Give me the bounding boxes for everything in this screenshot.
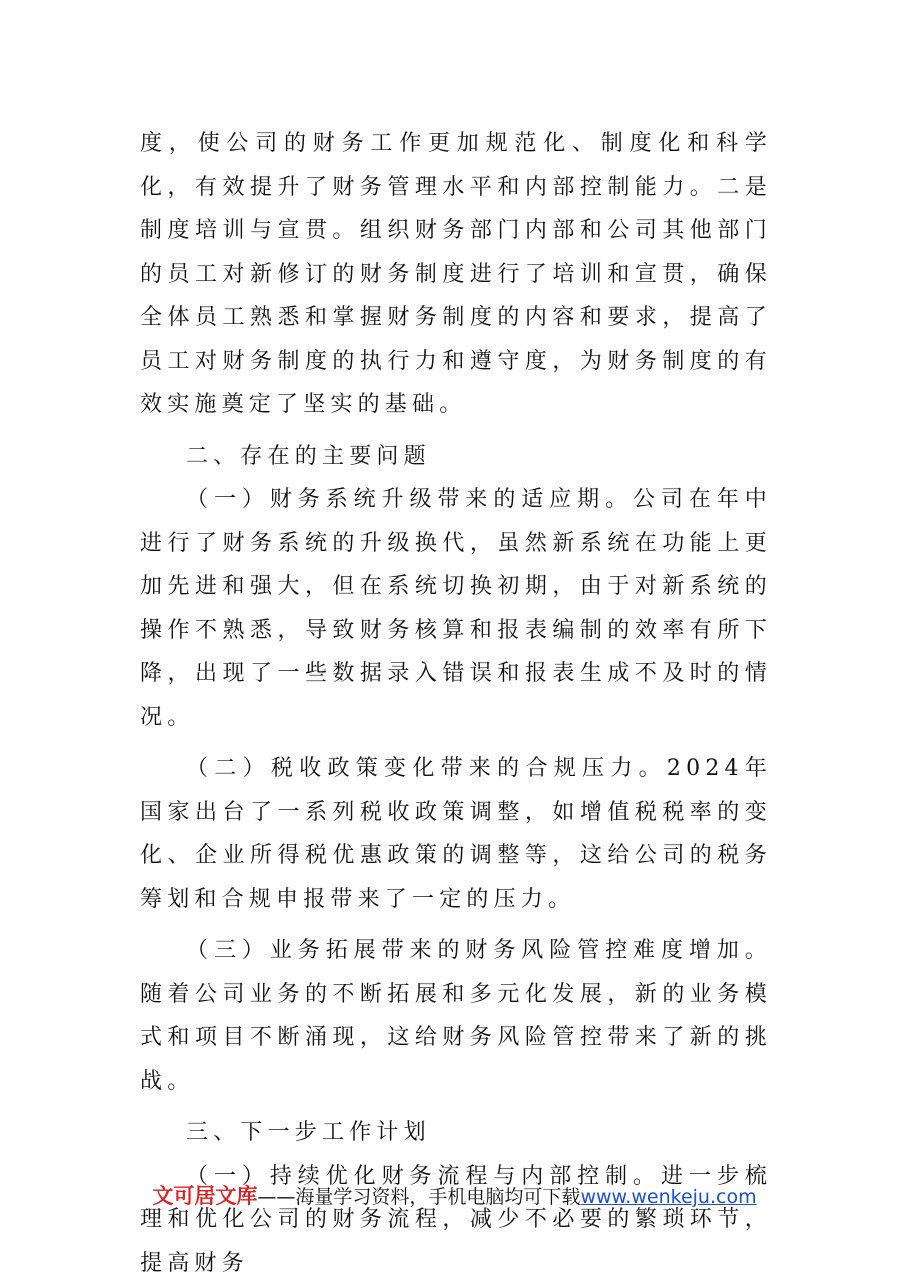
footer-tagline: ——海量学习资料，手机电脑均可下载 — [257, 1186, 581, 1208]
paragraph-business-risk: （三）业务拓展带来的财务风险管控难度增加。随着公司业务的不断拓展和多元化发展，新的业务模式和项目不断涌现，这给财务风险管控带来了新的挑战。 — [140, 938, 772, 1094]
paragraph-gap — [140, 427, 772, 435]
paragraph-gap — [140, 1103, 772, 1111]
section-heading-next-plan: 三、下一步工作计划 — [186, 1120, 431, 1145]
footer-brand: 文可居文库 — [152, 1184, 258, 1208]
paragraph-optimize-process: （一）持续优化财务流程与内部控制。进一步梳理和优化公司的财务流程，减少不必要的繁琐环节，提高财务 — [140, 1163, 772, 1276]
paragraph-system-upgrade: （一）财务系统升级带来的适应期。公司在年中进行了财务系统的升级换代，虽然新系统在功能上更加先进和强大，但在系统切换初期，由于对新系统的操作不熟悉，导致财务核算和报表编制的效率有所下降，出现了一些数据录入错误和报表生成不及时的情况。 — [140, 487, 772, 730]
footer-banner — [0, 1180, 909, 1210]
section-heading-problems: 二、存在的主要问题 — [186, 443, 431, 469]
paragraph-gap — [140, 739, 772, 747]
paragraph-gap — [140, 921, 772, 929]
document-body — [140, 122, 772, 1285]
paragraph-continuation: 度，使公司的财务工作更加规范化、制度化和科学化，有效提升了财务管理水平和内部控制能力。二是制度培训与宣贯。组织财务部门内部和公司其他部门的员工对新修订的财务制度进行了培训和宣贯，确保全体员工熟悉和掌握财务制度的内容和要求，提高了员工对财务制度的执行力和遵守度，为财务制度的有效实施奠定了坚实的基础。 — [140, 131, 772, 417]
footer-website-link[interactable]: www.wenkeju.com — [580, 1186, 757, 1208]
paragraph-tax-policy: （二）税收政策变化带来的合规压力。2024年国家出台了一系列税收政策调整，如增值税税率的变化、企业所得税优惠政策的调整等，这给公司的税务筹划和合规申报带来了一定的压力。 — [140, 756, 772, 912]
